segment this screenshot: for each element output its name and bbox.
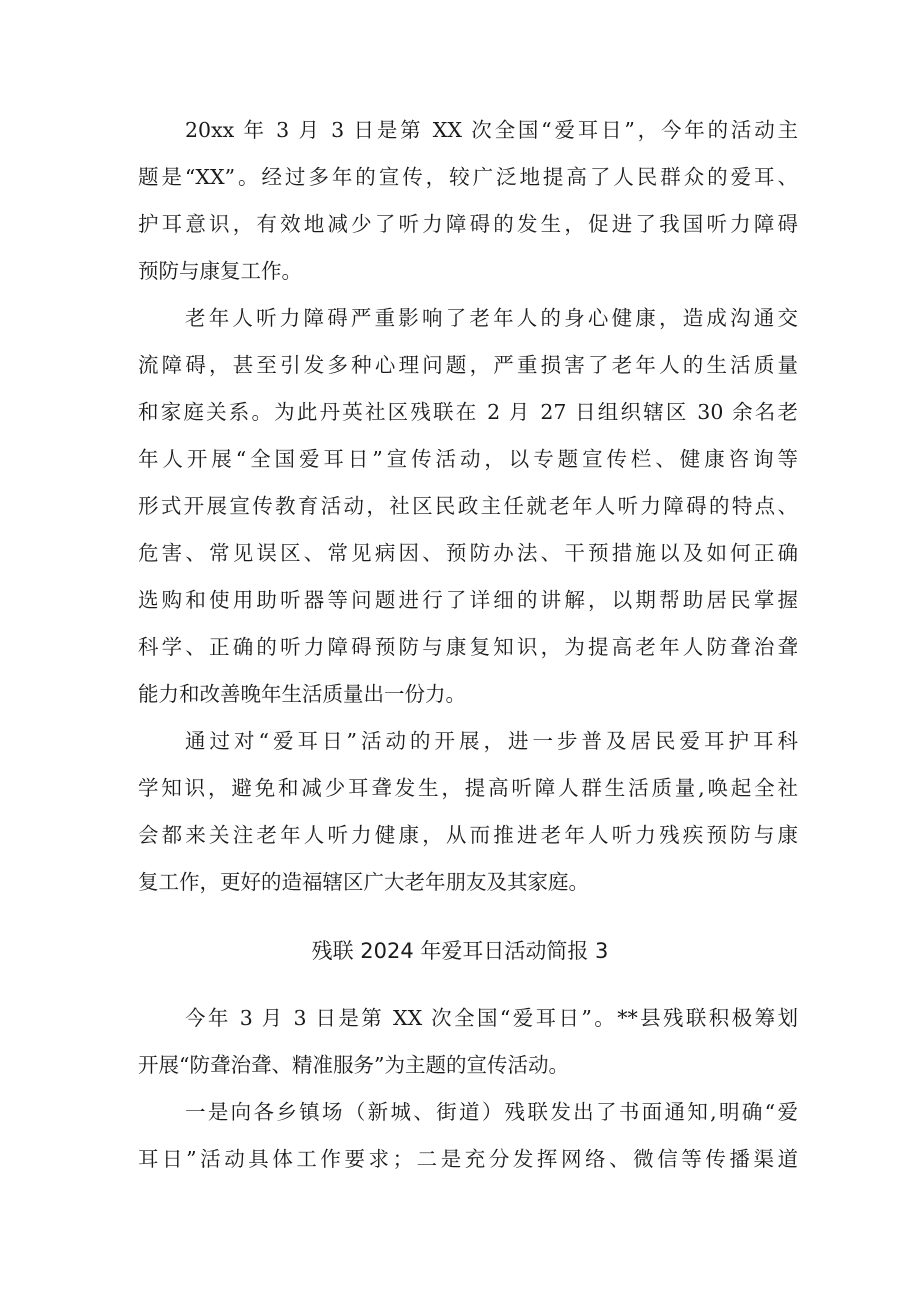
text-line: 科学、正确的听力障碍预防与康复知识，为提高老年人防聋治聋 bbox=[138, 635, 798, 659]
text-line: 20xx 年 3 月 3 日是第 XX 次全国“爱耳日”，今年的活动主 bbox=[185, 118, 798, 142]
text-line: 老年人听力障碍严重影响了老年人的身心健康，造成沟通交 bbox=[185, 306, 798, 330]
section-heading: 残联 2024 年爱耳日活动简报 3 bbox=[311, 939, 609, 963]
text-line: 危害、常见误区、常见病因、预防办法、干预措施以及如何正确 bbox=[138, 541, 798, 565]
text-line: 开展“防聋治聋、精准服务”为主题的宣传活动。 bbox=[138, 1053, 569, 1077]
text-line: 预防与康复工作。 bbox=[138, 259, 302, 283]
text-line: 选购和使用助听器等问题进行了详细的讲解，以期帮助居民掌握 bbox=[138, 588, 798, 612]
text-line: 题是“XX”。经过多年的宣传，较广泛地提高了人民群众的爱耳、 bbox=[138, 165, 798, 189]
text-line: 能力和改善晚年生活质量出一份力。 bbox=[138, 682, 466, 706]
text-line: 护耳意识，有效地减少了听力障碍的发生，促进了我国听力障碍 bbox=[138, 212, 798, 236]
text-line: 形式开展宣传教育活动，社区民政主任就老年人听力障碍的特点、 bbox=[138, 494, 798, 518]
text-line: 通过对“爱耳日”活动的开展，进一步普及居民爱耳护耳科 bbox=[185, 729, 798, 753]
text-line: 和家庭关系。为此丹英社区残联在 2 月 27 日组织辖区 30 余名老 bbox=[138, 400, 798, 424]
text-line: 今年 3 月 3 日是第 XX 次全国“爱耳日”。**县残联积极筹划 bbox=[185, 1006, 798, 1030]
text-line: 耳日”活动具体工作要求；二是充分发挥网络、微信等传播渠道 bbox=[138, 1147, 798, 1171]
text-line: 年人开展“全国爱耳日”宣传活动，以专题宣传栏、健康咨询等 bbox=[138, 447, 798, 471]
text-line: 学知识，避免和减少耳聋发生，提高听障人群生活质量,唤起全社 bbox=[138, 776, 798, 800]
text-line: 一是向各乡镇场（新城、街道）残联发出了书面通知,明确“爱 bbox=[185, 1100, 798, 1124]
text-line: 会都来关注老年人听力健康，从而推进老年人听力残疾预防与康 bbox=[138, 823, 798, 847]
text-line: 复工作，更好的造福辖区广大老年朋友及其家庭。 bbox=[138, 870, 589, 894]
text-line: 流障碍，甚至引发多种心理问题，严重损害了老年人的生活质量 bbox=[138, 353, 798, 377]
